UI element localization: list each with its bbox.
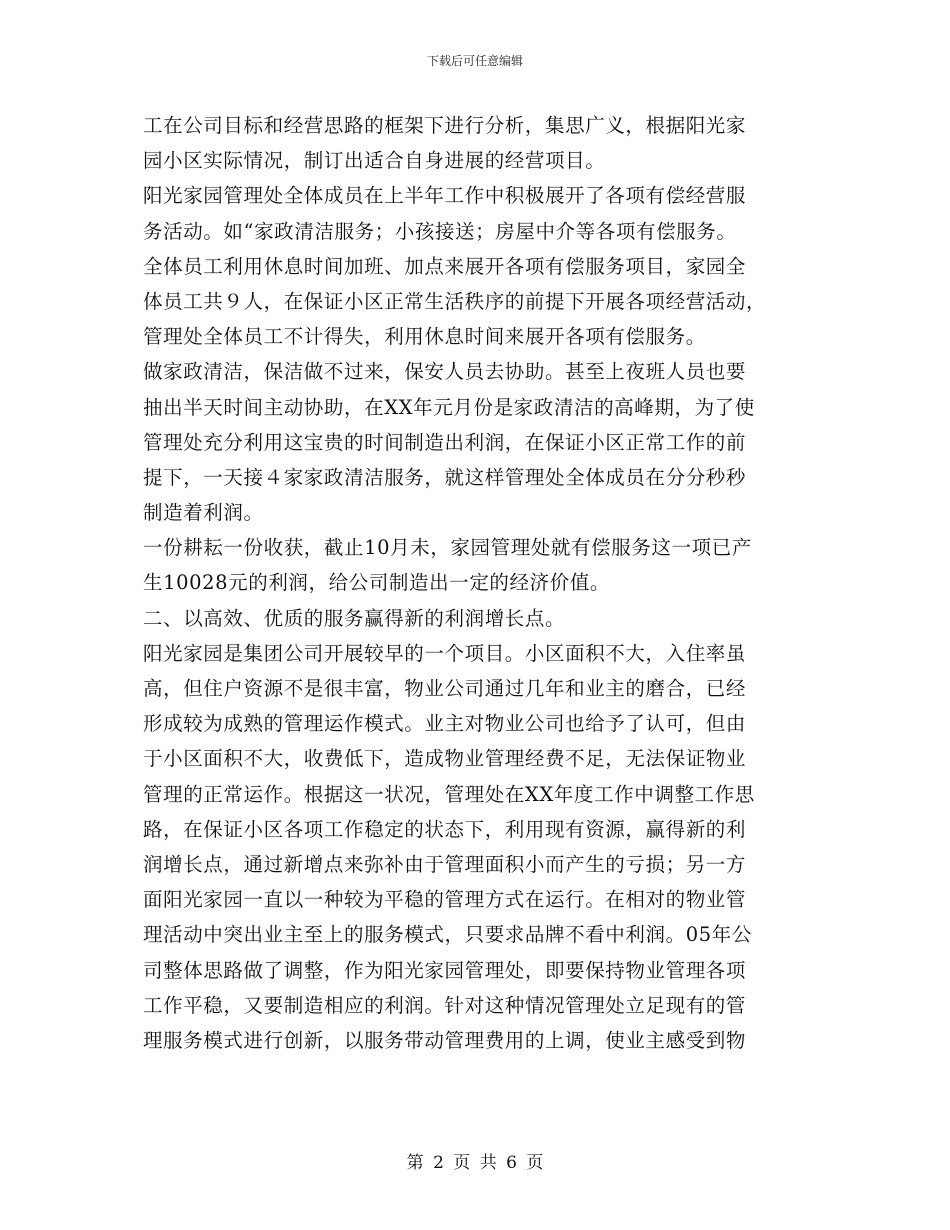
text-line: 提下，一天接４家家政清洁服务，就这样管理处全体成员在分分秒秒 bbox=[143, 465, 747, 489]
text-line: 一份耕耘一份收获，截止10月未，家园管理处就有偿服务这一项已产 bbox=[143, 536, 752, 560]
text-line: 司整体思路做了调整，作为阳光家园管理处，即要保持物业管理各项 bbox=[143, 958, 747, 982]
section-heading: 二、以高效、优质的服务赢得新的利润增长点。 bbox=[143, 606, 566, 630]
text-line: 管理处全体员工不计得失，利用休息时间来展开各项有偿服务。 bbox=[143, 325, 706, 349]
text-line: 管理的正常运作。根据这一状况，管理处在XX年度工作中调整工作思 bbox=[143, 782, 755, 806]
text-line: 工作平稳，又要制造相应的利润。针对这种情况管理处立足现有的管 bbox=[143, 993, 747, 1017]
text-line: 管理处充分利用这宝贵的时间制造出利润，在保证小区正常工作的前 bbox=[143, 430, 747, 454]
text-line: 园小区实际情况，制订出适合自身进展的经营项目。 bbox=[143, 149, 606, 173]
text-line: 形成较为成熟的管理运作模式。业主对物业公司也给予了认可，但由 bbox=[143, 712, 747, 736]
text-line: 理活动中突出业主至上的服务模式，只要求品牌不看中利润。05年公 bbox=[143, 923, 752, 947]
text-line: 阳光家园是集团公司开展较早的一个项目。小区面积不大，入住率虽 bbox=[143, 641, 747, 665]
text-line: 全体员工利用休息时间加班、加点来展开各项有偿服务项目，家园全 bbox=[143, 254, 747, 278]
text-line: 理服务模式进行创新，以服务带动管理费用的上调，使业主感受到物 bbox=[143, 1028, 747, 1052]
page-number-footer: 第 2 页 共 6 页 bbox=[406, 1153, 544, 1173]
text-line: 工在公司目标和经营思路的框架下进行分析，集思广义，根据阳光家 bbox=[143, 114, 747, 137]
text-line: 阳光家园管理处全体成员在上半年工作中积极展开了各项有偿经营服 bbox=[143, 184, 747, 208]
text-line: 润增长点，通过新增点来弥补由于管理面积小而产生的亏损；另一方 bbox=[143, 852, 747, 876]
text-line: 路，在保证小区各项工作稳定的状态下，利用现有资源，赢得新的利 bbox=[143, 817, 747, 841]
text-line: 务活动。如“家政清洁服务；小孩接送；房屋中介等各项有偿服务。 bbox=[143, 219, 737, 243]
document-body bbox=[143, 108, 807, 1058]
text-line: 生10028元的利润，给公司制造出一定的经济价值。 bbox=[143, 571, 611, 595]
text-line: 高，但住户资源不是很丰富，物业公司通过几年和业主的磨合，已经 bbox=[143, 677, 747, 700]
page-header: 下载后可任意编辑 bbox=[426, 54, 523, 68]
text-line: 抽出半天时间主动协助，在XX年元月份是家政清洁的高峰期，为了使 bbox=[143, 395, 755, 419]
text-line: 体员工共９人，在保证小区正常生活秩序的前提下开展各项经营活动， bbox=[143, 289, 767, 313]
text-line: 做家政清洁，保洁做不过来，保安人员去协助。甚至上夜班人员也要 bbox=[143, 360, 747, 384]
text-line: 于小区面积不大，收费低下，造成物业管理经费不足，无法保证物业 bbox=[143, 747, 747, 771]
text-line: 面阳光家园一直以一种较为平稳的管理方式在运行。在相对的物业管 bbox=[143, 888, 747, 912]
text-line: 制造着利润。 bbox=[143, 501, 264, 525]
